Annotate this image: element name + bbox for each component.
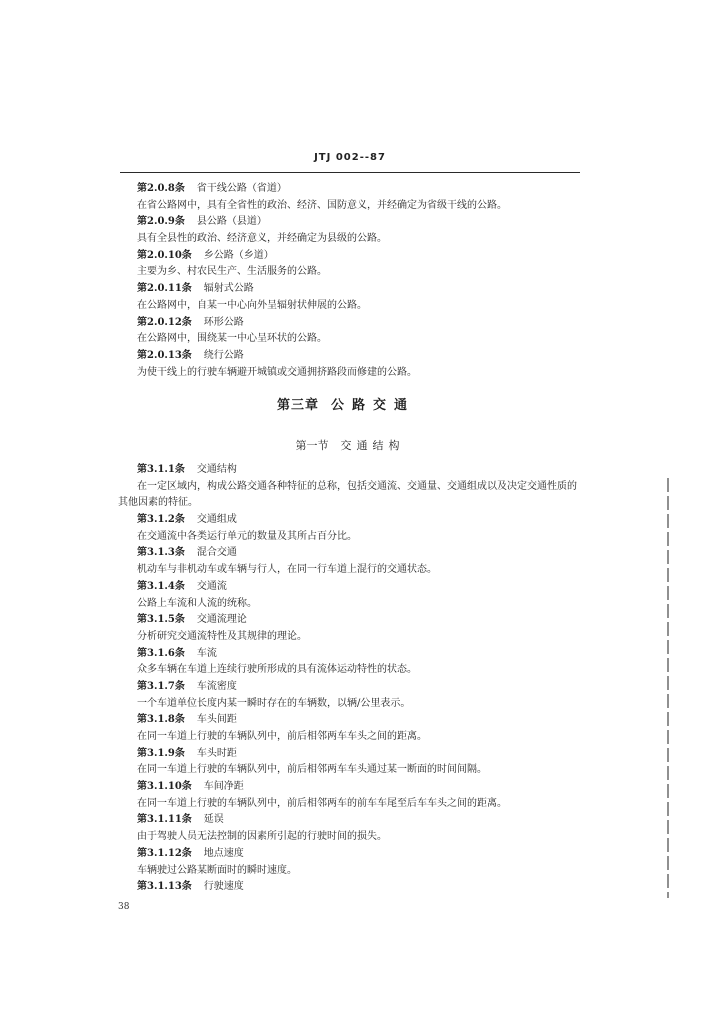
article-number: 第3.1.12条	[137, 847, 192, 859]
article-heading	[0, 846, 724, 863]
section-name: 交通结构	[340, 439, 405, 452]
article-heading	[0, 181, 724, 198]
article-3-1-12	[0, 846, 724, 879]
article-heading	[0, 512, 724, 529]
article-title: 绕行公路	[203, 349, 244, 361]
article-heading	[0, 779, 724, 796]
article-body-line: 在公路网中，围绕某一中心呈环状的公路。	[137, 333, 327, 345]
article-3-1-11	[0, 812, 724, 845]
article-number: 第3.1.3条	[137, 547, 185, 559]
article-title: 县公路（县道）	[196, 216, 267, 228]
article-number: 第3.1.10条	[137, 781, 192, 793]
article-title: 车流密度	[196, 680, 237, 692]
article-heading	[0, 712, 724, 729]
article-body-line: 分析研究交通流特性及其规律的理论。	[137, 630, 307, 642]
article-3-1-4	[0, 579, 724, 612]
article-number: 第2.0.10条	[137, 249, 192, 261]
section-number: 第一节	[295, 439, 329, 452]
page-number: 38	[118, 902, 130, 912]
article-3-1-13	[0, 879, 724, 896]
article-body-line: 在省公路网中，具有全省性的政治、经济、国防意义，并经确定为省级干线的公路。	[137, 199, 507, 211]
article-heading	[0, 612, 724, 629]
article-list-chapter-two	[0, 181, 724, 381]
article-3-1-5	[0, 612, 724, 645]
article-body-line: 在一定区域内，构成公路交通各种特征的总称，包括交通流、交通量、交通组成以及决定交通性质的	[137, 480, 577, 492]
article-3-1-2	[0, 512, 724, 545]
article-title: 交通结构	[196, 464, 237, 475]
article-body-line: 在公路网中，自某一中心向外呈辐射状伸展的公路。	[137, 299, 367, 311]
article-body-line: 车辆驶过公路某断面时的瞬时速度。	[137, 864, 297, 876]
article-title: 辐射式公路	[203, 283, 254, 295]
article-body-line: 一个车道单位长度内某一瞬时存在的车辆数，以辆/公里表示。	[137, 697, 411, 709]
article-title: 交通组成	[196, 514, 237, 526]
article-title: 行驶速度	[203, 881, 244, 893]
article-number: 第3.1.8条	[137, 714, 185, 726]
article-number: 第3.1.1条	[137, 464, 185, 475]
article-heading	[0, 281, 724, 298]
article-body-continuation-line: 其他因素的特征。	[118, 497, 198, 509]
article-number: 第3.1.4条	[137, 580, 185, 592]
article-title: 车头时距	[196, 747, 237, 759]
chapter-title	[0, 396, 692, 416]
article-body-line: 机动车与非机动车或车辆与行人，在同一行车道上混行的交通状态。	[137, 564, 437, 576]
article-2-0-8	[0, 181, 724, 214]
article-heading	[0, 462, 724, 479]
article-number: 第3.1.9条	[137, 747, 185, 759]
article-heading	[0, 646, 724, 663]
article-title: 延误	[203, 814, 224, 826]
article-title: 省干线公路（省道）	[196, 183, 287, 194]
scan-edge-mark	[667, 478, 669, 898]
article-3-1-1	[0, 462, 724, 512]
article-title: 交通流理论	[196, 614, 247, 626]
article-3-1-6	[0, 646, 724, 679]
article-heading	[0, 746, 724, 763]
article-heading	[0, 545, 724, 562]
article-body-line: 公路上车流和人流的统称。	[137, 597, 257, 609]
article-heading	[0, 214, 724, 231]
article-heading	[0, 315, 724, 332]
header-rule	[120, 172, 580, 173]
article-number: 第3.1.7条	[137, 680, 185, 692]
chapter-name: 公路交通	[331, 398, 416, 413]
article-title: 乡公路（乡道）	[203, 249, 274, 261]
article-2-0-9	[0, 214, 724, 247]
article-number: 第2.0.12条	[137, 316, 192, 328]
article-3-1-7	[0, 679, 724, 712]
article-number: 第3.1.2条	[137, 514, 185, 526]
article-2-0-13	[0, 348, 724, 381]
article-title: 车间净距	[203, 781, 244, 793]
article-title: 环形公路	[203, 316, 244, 328]
section-title	[0, 437, 700, 455]
article-body-line: 为使干线上的行驶车辆避开城镇或交通拥挤路段而修建的公路。	[137, 366, 417, 378]
article-number: 第2.0.13条	[137, 349, 192, 361]
article-2-0-11	[0, 281, 724, 314]
article-number: 第2.0.9条	[137, 216, 185, 228]
article-body-line: 在同一车道上行驶的车辆队列中，前后相邻两车车头之间的距离。	[137, 731, 427, 742]
article-body-line: 由于驾驶人员无法控制的因素所引起的行驶时间的损失。	[137, 831, 387, 843]
article-list-chapter-three	[0, 462, 724, 896]
article-body-line: 具有全县性的政治、经济意义，并经确定为县级的公路。	[137, 233, 387, 245]
article-2-0-12	[0, 315, 724, 348]
article-number: 第3.1.5条	[137, 614, 185, 626]
document-code-header: JTJ 002--87	[314, 152, 386, 163]
article-number: 第3.1.11条	[137, 814, 192, 826]
article-3-1-3	[0, 545, 724, 578]
article-title: 地点速度	[203, 847, 244, 859]
article-number: 第2.0.8条	[137, 183, 185, 194]
article-title: 混合交通	[196, 547, 237, 559]
chapter-number: 第三章	[276, 398, 319, 413]
article-body-line: 在同一车道上行驶的车辆队列中，前后相邻两车的前车车尾至后车车头之间的距离。	[137, 797, 507, 809]
article-heading	[0, 879, 724, 896]
article-body-line: 在交通流中各类运行单元的数量及其所占百分比。	[137, 530, 357, 542]
article-heading	[0, 348, 724, 365]
article-heading	[0, 579, 724, 596]
article-number: 第2.0.11条	[137, 283, 192, 295]
article-3-1-10	[0, 779, 724, 812]
article-2-0-10	[0, 248, 724, 281]
article-body-line: 众多车辆在车道上连续行驶所形成的具有流体运动特性的状态。	[137, 664, 417, 676]
article-heading	[0, 812, 724, 829]
article-heading	[0, 248, 724, 265]
article-title: 车流	[196, 647, 217, 659]
article-heading	[0, 679, 724, 696]
article-3-1-9	[0, 746, 724, 779]
article-body-line: 主要为乡、村农民生产、生活服务的公路。	[137, 266, 327, 278]
article-body-line: 在同一车道上行驶的车辆队列中，前后相邻两车车头通过某一断面的时间间隔。	[137, 764, 487, 776]
article-number: 第3.1.13条	[137, 881, 192, 893]
article-3-1-8	[0, 712, 724, 745]
article-title: 交通流	[196, 580, 227, 592]
article-title: 车头间距	[196, 714, 237, 726]
article-number: 第3.1.6条	[137, 647, 185, 659]
